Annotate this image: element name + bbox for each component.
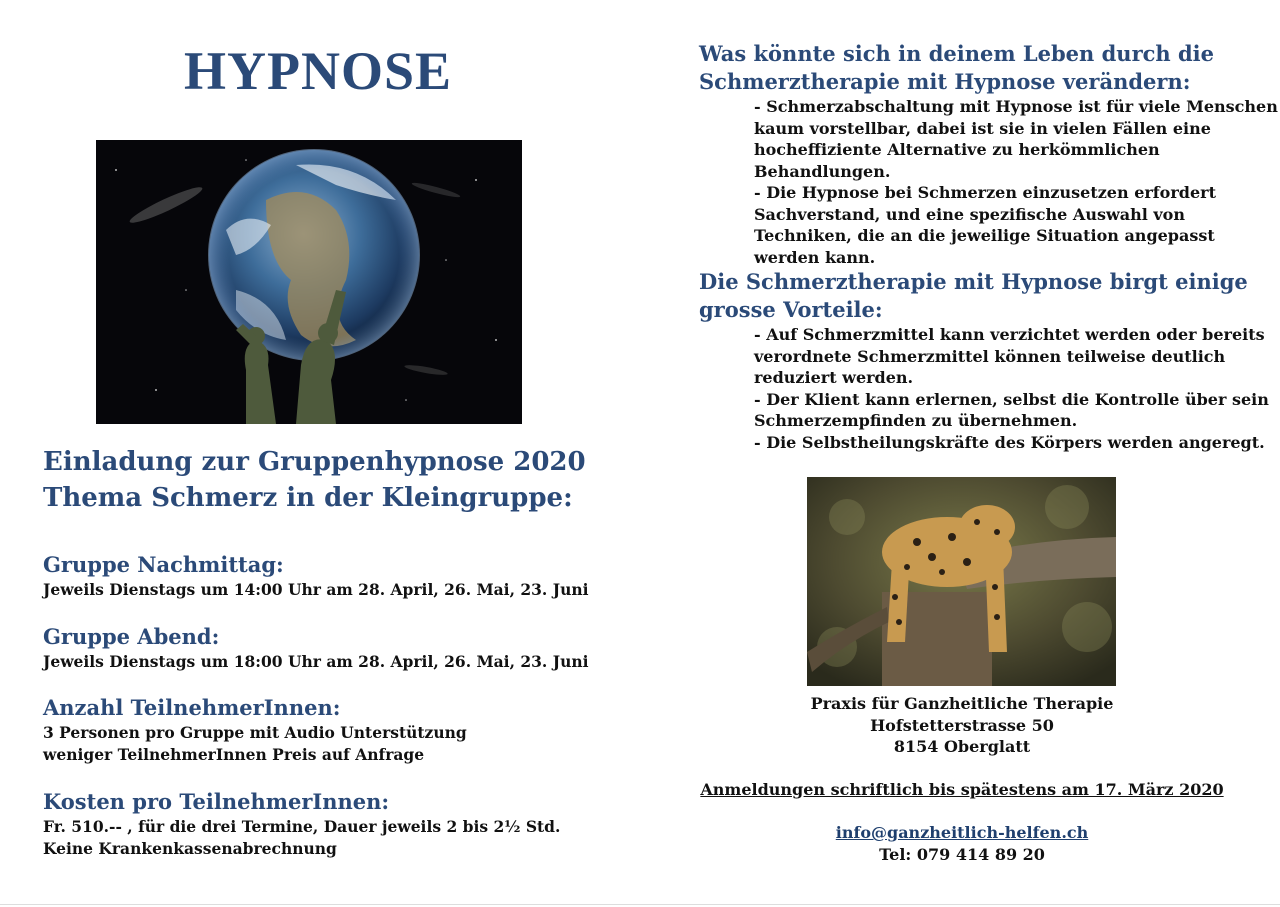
section2-line: - Die Selbstheilungskräfte des Körpers werden angeregt. — [754, 432, 1265, 452]
participants-line: weniger TeilnehmerInnen Preis auf Anfrage — [43, 744, 425, 764]
section2-line: Schmerzempfinden zu übernehmen. — [754, 411, 1078, 430]
costs-block — [43, 788, 633, 859]
participants-block — [43, 694, 633, 765]
section1-line: - Die Hypnose bei Schmerzen einzusetzen erfordert — [754, 183, 1216, 202]
group-line: Jeweils Dienstags um 18:00 Uhr am 28. April, 26. Mai, 23. Juni — [43, 652, 589, 671]
group-heading: Gruppe Abend: — [43, 624, 220, 649]
section1-line: hocheffiziente Alternative zu herkömmlichen — [754, 140, 1160, 159]
registration-note — [700, 779, 1224, 801]
section2-heading — [699, 268, 1259, 324]
contact-block — [700, 822, 1224, 865]
invitation-block — [43, 444, 633, 516]
costs-heading: Kosten pro TeilnehmerInnen: — [43, 789, 390, 814]
invitation-line-1: Einladung zur Gruppenhypnose 2020 — [43, 447, 586, 477]
section1-line: Techniken, die an die jeweilige Situation angepasst — [754, 226, 1215, 245]
page-title: HYPNOSE — [183, 41, 453, 101]
participants-heading: Anzahl TeilnehmerInnen: — [43, 695, 341, 720]
address-block — [700, 693, 1224, 758]
registration-deadline: Anmeldungen schriftlich bis spätestens am 17. März 2020 — [700, 780, 1224, 799]
section1-heading-line: Was könnte sich in deinem Leben durch die — [699, 41, 1215, 66]
section2-line: verordnete Schmerzmittel können teilweise deutlich — [754, 346, 1226, 366]
costs-line: Keine Krankenkassenabrechnung — [43, 838, 337, 858]
section2-line: - Der Klient kann erlernen, selbst die Kontrolle über sein — [754, 389, 1269, 409]
costs-line: Fr. 510.-- , für die drei Termine, Dauer jeweils 2 bis 2½ Std. — [43, 817, 561, 836]
city-address: 8154 Oberglatt — [893, 737, 1031, 756]
section2-line: reduziert werden. — [754, 368, 914, 387]
invitation-line-2: Thema Schmerz in der Kleingruppe: — [43, 483, 573, 513]
earth-image — [96, 140, 522, 424]
section1-line: Behandlungen. — [754, 161, 891, 181]
leopard-image — [807, 477, 1116, 686]
section1-line: Sachverstand, und eine spezifische Auswahl von — [754, 204, 1185, 224]
section2-heading-line: Die Schmerztherapie mit Hypnose birgt einige — [699, 269, 1248, 294]
section1-heading — [699, 40, 1259, 96]
section2-heading-line: grosse Vorteile: — [699, 297, 883, 322]
practice-name: Praxis für Ganzheitliche Therapie — [810, 694, 1114, 713]
section1-heading-line: Schmerztherapie mit Hypnose verändern: — [699, 69, 1191, 94]
section2-body — [754, 324, 1269, 453]
page-bottom-divider — [0, 904, 1280, 905]
group-evening — [43, 623, 633, 673]
section1-line: werden kann. — [754, 247, 876, 267]
street-address: Hofstetterstrasse 50 — [870, 715, 1054, 735]
group-heading: Gruppe Nachmittag: — [43, 552, 284, 577]
participants-line: 3 Personen pro Gruppe mit Audio Unterstützung — [43, 723, 467, 742]
phone-number: Tel: 079 414 89 20 — [879, 844, 1045, 864]
section2-line: - Auf Schmerzmittel kann verzichtet werden oder bereits — [754, 325, 1265, 344]
section1-line: kaum vorstellbar, dabei ist sie in vielen Fällen eine — [754, 118, 1211, 138]
section1-body — [754, 96, 1278, 268]
section1-line: - Schmerzabschaltung mit Hypnose ist für viele Menschen — [754, 97, 1278, 116]
email-link[interactable]: info@ganzheitlich-helfen.ch — [835, 823, 1089, 842]
group-line: Jeweils Dienstags um 14:00 Uhr am 28. April, 26. Mai, 23. Juni — [43, 580, 589, 599]
group-afternoon — [43, 551, 633, 601]
